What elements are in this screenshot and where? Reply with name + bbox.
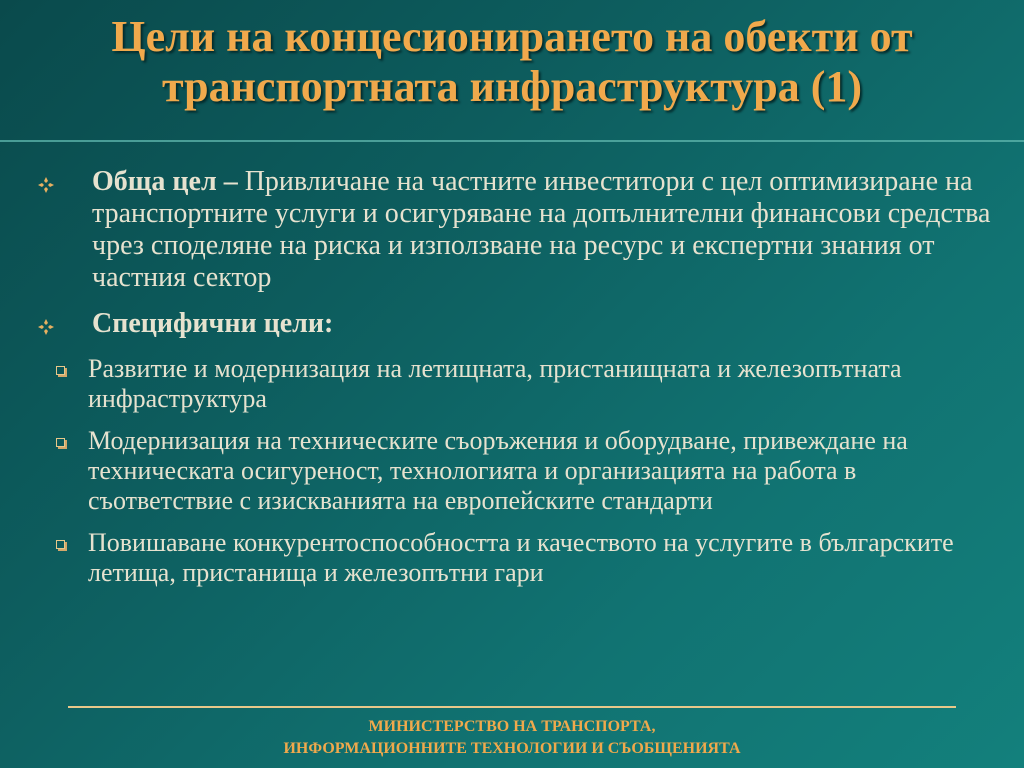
square-bullet-icon: [56, 366, 65, 375]
bullet-general-goal-text: Привличане на частните инвеститори с цел оптимизиране на транспортните услуги и осигуряване на допълнителни финансови средства чрез споделяне на риска и използване на ресурс и експертни знания от частния сектор: [92, 166, 991, 293]
sub-bullet-1-text: Развитие и модернизация на летищната, пристанищната и железопътната инфраструктура: [88, 354, 902, 413]
bullet-specific-goals: [38, 308, 998, 340]
sub-bullet-2-text: Модернизация на техническите съоръжения и оборудване, привеждане на техническата осигуреност, технологията и организацията на работа в съответствие с изискванията на европейските стандарти: [88, 426, 908, 515]
title-divider: [0, 140, 1024, 142]
sub-bullet-1: [38, 354, 998, 414]
slide-title: [0, 12, 1024, 112]
footer: [0, 716, 1024, 760]
bullet-general-goal: [38, 166, 998, 294]
sub-bullet-2: [38, 426, 998, 516]
specific-goals-sublist: [38, 354, 998, 588]
diamond-four-bullet-icon: [38, 319, 54, 335]
slide-title-line-2: транспортната инфраструктура (1): [161, 62, 863, 111]
bullet-general-goal-label: Обща цел –: [92, 166, 238, 197]
sub-bullet-3-text: Повишаване конкурентоспособността и качеството на услугите в българските летища, пристанища и железопътни гари: [88, 528, 954, 587]
footer-line-1: МИНИСТЕРСТВО НА ТРАНСПОРТА,: [368, 718, 656, 735]
bullet-list: [38, 166, 998, 600]
diamond-four-bullet-icon: [38, 177, 54, 193]
square-bullet-icon: [56, 540, 65, 549]
square-bullet-icon: [56, 438, 65, 447]
footer-line-2: ИНФОРМАЦИОННИТЕ ТЕХНОЛОГИИ И СЪОБЩЕНИЯТА: [283, 740, 741, 757]
footer-divider: [68, 706, 956, 708]
bullet-specific-goals-label: Специфични цели:: [92, 308, 334, 339]
sub-bullet-3: [38, 528, 998, 588]
slide-title-line-1: Цели на концесионирането на обекти от: [111, 12, 913, 61]
